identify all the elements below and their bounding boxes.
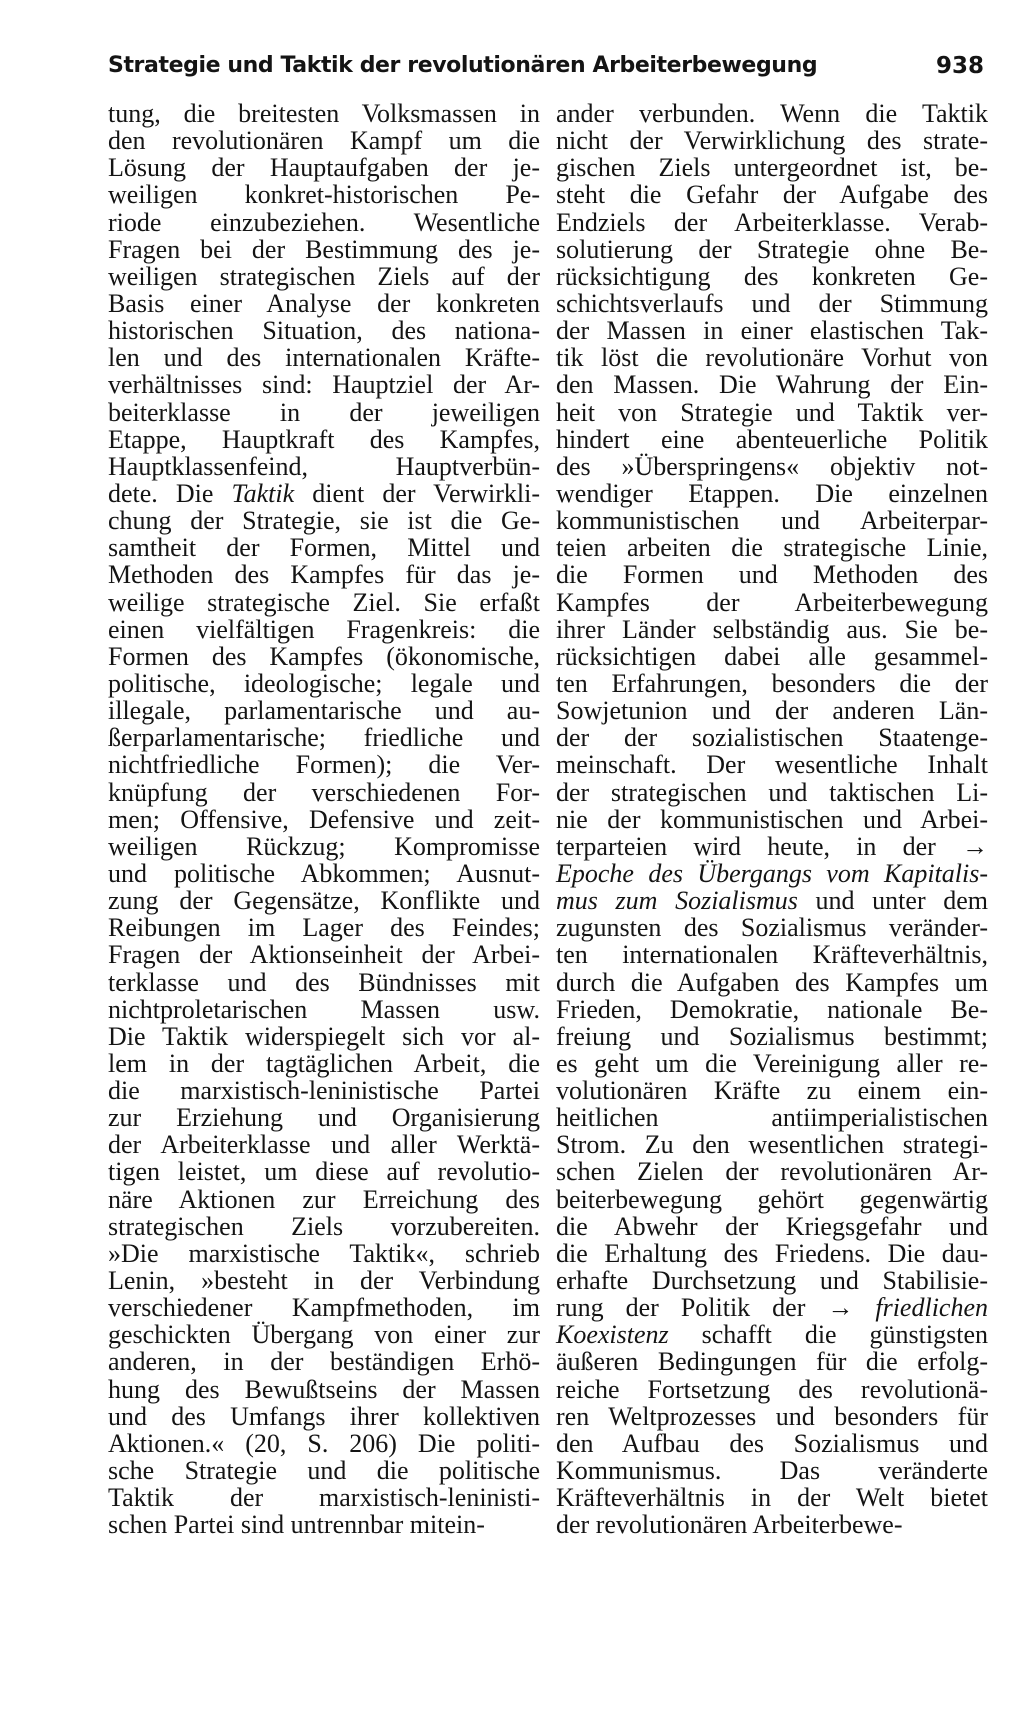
text-line: zung der Gegensätze, Konflikte und bbox=[108, 886, 540, 916]
text-line: und des Umfangs ihrer kollektiven bbox=[108, 1401, 540, 1431]
text-line: Strom. Zu den wesentlichen strategi- bbox=[556, 1130, 988, 1160]
text-line: len und des internationalen Kräfte- bbox=[108, 343, 540, 373]
text-line: beiterklasse in der jeweiligen bbox=[108, 397, 540, 427]
text-line: und politische Abkommen; Ausnut- bbox=[108, 858, 540, 888]
text-line: rücksichtigen dabei alle gesammel- bbox=[556, 641, 988, 671]
text-line: weilige strategische Ziel. Sie erfaßt bbox=[108, 587, 540, 617]
text-line: Frieden, Demokratie, nationale Be- bbox=[556, 994, 988, 1024]
text-line: sche Strategie und die politische bbox=[108, 1456, 540, 1486]
text-line: chung der Strategie, sie ist die Ge- bbox=[108, 506, 540, 536]
text-line: Fragen bei der Bestimmung des je- bbox=[108, 234, 540, 264]
text-line: solutierung der Strategie ohne Be- bbox=[556, 234, 988, 264]
text-line: »Die marxistische Taktik«, schrieb bbox=[108, 1238, 540, 1268]
text-line: durch die Aufgaben des Kampfes um bbox=[556, 967, 988, 997]
text-line: einen vielfältigen Fragenkreis: die bbox=[108, 614, 540, 644]
text-line: hung des Bewußtseins der Massen bbox=[108, 1374, 540, 1404]
text-line: ten internationalen Kräfteverhältnis, bbox=[556, 940, 988, 970]
text-line: verhältnisses sind: Hauptziel der Ar- bbox=[108, 370, 540, 400]
text-line bbox=[556, 860, 988, 887]
text-line: Die Taktik widerspiegelt sich vor al- bbox=[108, 1021, 540, 1051]
text-line: der der sozialistischen Staatenge- bbox=[556, 723, 988, 753]
text-line: freiung und Sozialismus bestimmt; bbox=[556, 1021, 988, 1051]
text-line: nichtfriedliche Formen); die Ver- bbox=[108, 750, 540, 780]
text-line: nichtproletarischen Massen usw. bbox=[108, 994, 540, 1024]
text-line: Endziels der Arbeiterklasse. Verab- bbox=[556, 207, 988, 237]
text-line: reiche Fortsetzung des revolutionä- bbox=[556, 1374, 988, 1404]
text-line: kommunistischen und Arbeiterpar- bbox=[556, 506, 988, 536]
page-number: 938 bbox=[935, 53, 984, 79]
text-line: hindert eine abenteuerliche Politik bbox=[556, 424, 988, 454]
text-line: weiligen Rückzug; Kompromisse bbox=[108, 831, 540, 861]
text-line: politische, ideologische; legale und bbox=[108, 668, 540, 698]
text-line: geschickten Übergang von einer zur bbox=[108, 1320, 540, 1350]
text-line: rücksichtigung des konkreten Ge- bbox=[556, 261, 988, 291]
text-line: des »Überspringens« objektiv not- bbox=[556, 451, 988, 481]
text-line: terparteien wird heute, in der → bbox=[556, 831, 988, 861]
text-line: meinschaft. Der wesentliche Inhalt bbox=[556, 750, 988, 780]
text-line: Etappe, Hauptkraft des Kampfes, bbox=[108, 424, 540, 454]
text-line: der revolutionären Arbeiterbewe- bbox=[556, 1510, 903, 1540]
text-line: nie der kommunistischen und Arbei- bbox=[556, 804, 988, 834]
text-line: verschiedener Kampfmethoden, im bbox=[108, 1293, 540, 1323]
text-line: tung, die breitesten Volksmassen in bbox=[108, 99, 540, 128]
emphasized-term: Taktik bbox=[231, 478, 295, 508]
text-line: ßerparlamentarische; friedliche und bbox=[108, 723, 540, 753]
text-line: ander verbunden. Wenn die Taktik bbox=[556, 99, 988, 128]
text-line: volutionären Kräfte zu einem ein- bbox=[556, 1076, 988, 1106]
text-line: teien arbeiten die strategische Linie, bbox=[556, 533, 988, 563]
text-line: Methoden des Kampfes für das je- bbox=[108, 560, 540, 590]
text-line: beiterbewegung gehört gegenwärtig bbox=[556, 1184, 988, 1214]
text-line: dete. Die Taktik dient der Verwirkli- bbox=[108, 478, 540, 508]
text-line: steht die Gefahr der Aufgabe des bbox=[556, 180, 988, 210]
text-line: erhafte Durchsetzung und Stabilisie- bbox=[556, 1266, 988, 1296]
text-line: den Massen. Die Wahrung der Ein- bbox=[556, 370, 988, 400]
text-line: Kommunismus. Das veränderte bbox=[556, 1456, 988, 1486]
text-line: historischen Situation, des nationa- bbox=[108, 316, 540, 346]
text-line: es geht um die Vereinigung aller re- bbox=[556, 1048, 988, 1078]
text-line: rung der Politik der → friedlichen bbox=[556, 1293, 988, 1323]
text-line: Koexistenz schafft die günstigsten bbox=[556, 1320, 988, 1350]
text-line: tigen leistet, um diese auf revolutio- bbox=[108, 1157, 540, 1187]
text-line: den revolutionären Kampf um die bbox=[108, 126, 540, 156]
emphasized-term: Koexistenz bbox=[556, 1320, 669, 1350]
text-line: men; Offensive, Defensive und zeit- bbox=[108, 804, 540, 834]
text-line: näre Aktionen zur Erreichung des bbox=[108, 1184, 540, 1214]
text-line: Taktik der marxistisch-leninisti- bbox=[108, 1483, 540, 1513]
text-line: gischen Ziels untergeordnet ist, be- bbox=[556, 153, 988, 183]
text-line: die Formen und Methoden des bbox=[556, 560, 988, 590]
text-line: mus zum Sozialismus und unter dem bbox=[556, 886, 989, 916]
text-line: die Erhaltung des Friedens. Die dau- bbox=[556, 1238, 988, 1268]
text-line: schen Zielen der revolutionären Ar- bbox=[556, 1157, 988, 1187]
text-line: Reibungen im Lager des Feindes; bbox=[108, 913, 540, 943]
text-line: den Aufbau des Sozialismus und bbox=[556, 1428, 988, 1458]
text-line: heitlichen antiimperialistischen bbox=[556, 1103, 988, 1133]
emphasized-term: friedlichen bbox=[875, 1293, 988, 1323]
text-line: Lösung der Hauptaufgaben der je- bbox=[108, 153, 540, 183]
text-line: samtheit der Formen, Mittel und bbox=[108, 533, 540, 563]
text-line: Sowjetunion und der anderen Län- bbox=[556, 696, 988, 726]
text-line: ren Weltprozesses und besonders für bbox=[556, 1401, 988, 1431]
text-line: die Abwehr der Kriegsgefahr und bbox=[556, 1211, 988, 1241]
text-line: strategischen Ziels vorzubereiten. bbox=[108, 1211, 540, 1241]
text-line: anderen, in der beständigen Erhö- bbox=[108, 1347, 540, 1377]
page-header bbox=[108, 46, 984, 86]
text-line: lem in der tagtäglichen Arbeit, die bbox=[108, 1048, 540, 1078]
text-line: der Massen in einer elastischen Tak- bbox=[556, 316, 988, 346]
text-line: weiligen strategischen Ziels auf der bbox=[108, 261, 540, 291]
text-line: weiligen konkret-historischen Pe- bbox=[108, 180, 540, 210]
text-line: schichtsverlaufs und der Stimmung bbox=[556, 288, 988, 318]
text-line: zugunsten des Sozialismus veränder- bbox=[556, 913, 988, 943]
text-line: Kampfes der Arbeiterbewegung bbox=[556, 587, 988, 617]
text-line: wendiger Etappen. Die einzelnen bbox=[556, 478, 988, 508]
emphasized-term: mus zum Sozialismus bbox=[556, 886, 798, 916]
text-line: heit von Strategie und Taktik ver- bbox=[556, 397, 988, 427]
text-line: ten Erfahrungen, besonders die der bbox=[556, 668, 988, 698]
text-line: Hauptklassenfeind, Hauptverbün- bbox=[108, 451, 540, 481]
text-line: Basis einer Analyse der konkreten bbox=[108, 288, 540, 318]
text-line: riode einzubeziehen. Wesentliche bbox=[108, 207, 540, 237]
running-title: Strategie und Taktik der revolutionären Arbeiterbewegung bbox=[108, 53, 818, 78]
text-line: Fragen der Aktionseinheit der Arbei- bbox=[108, 940, 540, 970]
right-text-column bbox=[556, 100, 988, 1538]
text-line: ihrer Länder selbständig aus. Sie be- bbox=[556, 614, 988, 644]
text-line: äußeren Bedingungen für die erfolg- bbox=[556, 1347, 988, 1377]
text-line: nicht der Verwirklichung des strate- bbox=[556, 126, 988, 156]
text-line: tik löst die revolutionäre Vorhut von bbox=[556, 343, 988, 373]
text-line: terklasse und des Bündnisses mit bbox=[108, 967, 540, 997]
text-line: Lenin, »besteht in der Verbindung bbox=[108, 1266, 540, 1296]
text-line: Formen des Kampfes (ökonomische, bbox=[108, 641, 540, 671]
text-line: die marxistisch-leninistische Partei bbox=[108, 1076, 540, 1106]
text-line: illegale, parlamentarische und au- bbox=[108, 696, 540, 726]
emphasized-term: Epoche des Übergangs vom Kapitalis- bbox=[556, 858, 988, 888]
text-line: schen Partei sind untrennbar mitein- bbox=[108, 1510, 485, 1540]
left-text-column bbox=[108, 100, 540, 1538]
text-line: der strategischen und taktischen Li- bbox=[556, 777, 988, 807]
text-line: knüpfung der verschiedenen For- bbox=[108, 777, 540, 807]
text-line: Kräfteverhältnis in der Welt bietet bbox=[556, 1483, 988, 1513]
text-line: Aktionen.« (20, S. 206) Die politi- bbox=[108, 1428, 540, 1458]
text-line: der Arbeiterklasse und aller Werktä- bbox=[108, 1130, 540, 1160]
text-line: zur Erziehung und Organisierung bbox=[108, 1103, 540, 1133]
